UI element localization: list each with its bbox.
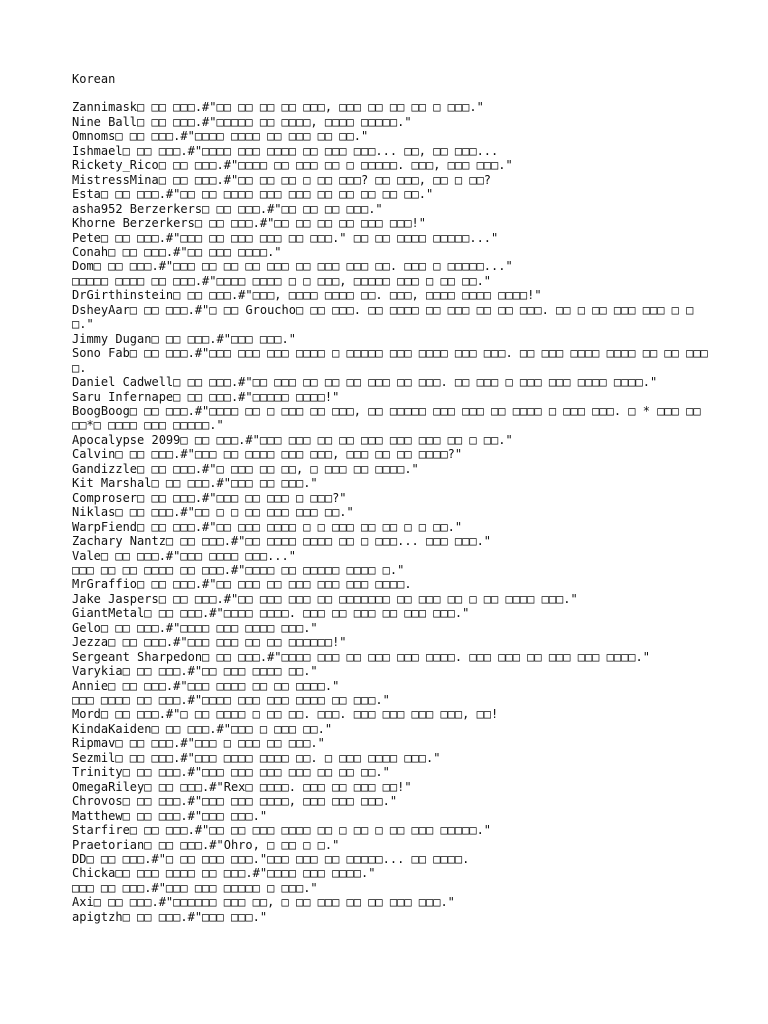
text-line: Khorne Berzerkers□ □□ □□□.#"□□ □□ □□ □□ □□□ □□□!": [72, 216, 427, 231]
text-line: Apocalypse 2099□ □□ □□□.#"□□□ □□□ □□ □□ □□□ □□□ □□□ □□ □ □□.": [72, 432, 513, 447]
text-line: Niklas□ □□ □□□.#"□□ □ □ □□ □□□ □□□ □□.": [72, 505, 354, 520]
text-line: Mord□ □□ □□□.#"□ □□ □□□□ □ □□ □□. □□□. □□□ □□□ □□□ □□□, □□!: [72, 707, 499, 722]
text-line: Daniel Cadwell□ □□ □□□.#"□□ □□□ □□ □□ □□ □□□ □□ □□□. □□ □□□ □ □□□ □□□ □□□□ □□□□.": [72, 375, 658, 390]
text-line: Jezza□ □□ □□□.#"□□□ □□□ □□ □□ □□□□□□!": [72, 635, 347, 650]
text-line: Starfire□ □□ □□□.#"□□ □□ □□□ □□□□ □□ □ □□ □ □□ □□□ □□□□□.": [72, 823, 492, 838]
text-line: asha952 Berzerkers□ □□ □□□.#"□□ □□ □□ □□□.": [72, 201, 383, 216]
text-line: KindaKaiden□ □□ □□□.#"□□□ □ □□□ □□.": [72, 721, 333, 736]
text-line: Matthew□ □□ □□□.#"□□□ □□□.": [72, 808, 268, 823]
text-line: Trinity□ □□ □□□.#"□□□ □□□ □□□ □□□ □□ □□ □□.": [72, 765, 390, 780]
text-line: Conah□ □□ □□□.#"□□ □□□ □□□□.": [72, 244, 282, 259]
text-line: Gelo□ □□ □□□.#"□□□□ □□□ □□□□ □□□.": [72, 620, 318, 635]
document-body: [72, 100, 712, 924]
text-line: Vale□ □□ □□□.#"□□□ □□□□ □□□...": [72, 548, 296, 563]
text-line: Zannimask□ □□ □□□.#"□□ □□ □□ □□ □□□, □□□ □□ □□ □□ □ □□□.": [72, 100, 484, 115]
text-line: Pete□ □□ □□□.#"□□□ □□ □□□ □□□ □□ □□□." □□ □□ □□□□ □□□□□...": [72, 230, 499, 245]
text-line: apigtzh□ □□ □□□.#"□□□ □□□.": [72, 909, 268, 924]
text-line: GiantMetal□ □□ □□□.#"□□□□ □□□□. □□□ □□ □□□ □□ □□□ □□□.": [72, 606, 470, 621]
text-line: DrGirthinstein□ □□ □□□.#"□□□, □□□□ □□□□ □□. □□□, □□□□ □□□□ □□□□!": [72, 288, 542, 303]
text-line: Chrovos□ □□ □□□.#"□□□ □□□ □□□□, □□□ □□□ □□□.": [72, 794, 398, 809]
text-line: Gandizzle□ □□ □□□.#"□ □□□ □□ □□, □ □□□ □□ □□□□.": [72, 461, 419, 476]
text-line: Comproser□ □□ □□□.#"□□□ □□ □□□ □ □□□?": [72, 490, 347, 505]
text-line: Varykia□ □□ □□□.#"□□ □□□ □□□□ □□.": [72, 664, 318, 679]
text-line: Esta□ □□ □□□.#"□□ □□ □□□□ □□□ □□□ □□ □□ □□ □□ □□.": [72, 187, 434, 202]
text-line: OmegaRiley□ □□ □□□.#"Rex□ □□□□. □□□ □□ □□□ □□!": [72, 779, 412, 794]
text-line: MrGraffio□ □□ □□□.#"□□ □□□ □□ □□□ □□□ □□□ □□□□.: [72, 577, 412, 592]
text-line: Calvin□ □□ □□□.#"□□□ □□ □□□□ □□□ □□□, □□□ □□ □□ □□□□?": [72, 447, 463, 462]
text-line: WarpFiend□ □□ □□□.#"□□ □□□ □□□□ □ □ □□□ □□ □□ □ □ □□.": [72, 519, 463, 534]
text-line: Sergeant Sharpedon□ □□ □□□.#"□□□□ □□□ □□ □□□ □□□ □□□□. □□□ □□□ □□ □□□ □□□ □□□□.": [72, 649, 650, 664]
text-line: □□□ □□ □□ □□□□ □□ □□□.#"□□□□ □□ □□□□□ □□□□ □.": [72, 562, 405, 577]
text-line: DsheyAar□ □□ □□□.#"□ □□ Groucho□ □□ □□□. □□ □□□□ □□ □□□ □□ □□ □□□. □□ □ □□ □□□ □□□ □ □□.": [72, 302, 694, 332]
text-line: DD□ □□ □□□.#"□ □□ □□□ □□□."□□□ □□□ □□ □□□□□... □□ □□□□.: [72, 852, 470, 867]
text-line: Ripmav□ □□ □□□.#"□□□ □ □□□ □□ □□□.": [72, 736, 325, 751]
text-line: Praetorian□ □□ □□□.#"Ohro, □ □□ □ □.": [72, 837, 340, 852]
text-line: Jimmy Dugan□ □□ □□□.#"□□□ □□□.": [72, 331, 296, 346]
document-heading: Korean: [72, 72, 116, 86]
text-line: Axi□ □□ □□□.#"□□□□□□ □□□ □□, □ □□ □□□ □□ □□ □□□ □□□.": [72, 895, 455, 910]
text-line: Jake Jaspers□ □□ □□□.#"□□ □□□ □□□ □□ □□□□□□□ □□ □□□ □□ □ □□ □□□□ □□□.": [72, 591, 578, 606]
text-line: Omnoms□ □□ □□□.#"□□□□ □□□□ □□ □□□ □□ □□.": [72, 129, 369, 144]
text-line: Kit Marshal□ □□ □□□.#"□□□ □□ □□□.": [72, 476, 318, 491]
text-line: □□□ □□□□ □□ □□□.#"□□□□ □□□ □□□ □□□□ □□ □□□.": [72, 693, 390, 708]
text-line: Ishmael□ □□ □□□.#"□□□□ □□□ □□□□ □□ □□□ □□□... □□, □□ □□□...: [72, 143, 499, 158]
text-line: MistressMina□ □□ □□□.#"□□ □□ □□ □ □□ □□□? □□ □□□, □□ □ □□?: [72, 172, 492, 187]
text-line: Dom□ □□ □□□.#"□□□ □□ □□ □□ □□□ □□ □□□ □□□ □□. □□□ □ □□□□□...": [72, 259, 513, 274]
text-line: Rickety_Rico□ □□ □□□.#"□□□□ □□ □□□ □□ □ □□□□□. □□□, □□□ □□□.": [72, 158, 513, 173]
text-line: Annie□ □□ □□□.#"□□□ □□□□ □□ □□ □□□□.": [72, 678, 340, 693]
text-line: □□□□□ □□□□ □□ □□□.#"□□□□ □□□□ □ □ □□□, □□□□□ □□□ □ □□ □□.": [72, 273, 492, 288]
text-line: Nine Ball□ □□ □□□.#"□□□□□ □□ □□□□, □□□□ □□□□□.": [72, 114, 412, 129]
text-line: BoogBoog□ □□ □□□.#"□□□□ □□ □ □□□ □□ □□□, □□ □□□□□ □□□ □□□ □□ □□□□ □ □□□ □□□. □ * □□□ □□ □□*□ □□□□ □□□ □□□□□.": [72, 403, 708, 433]
text-line: Sono Fab□ □□ □□□.#"□□□ □□□ □□□ □□□□ □ □□□□□ □□□ □□□□ □□□ □□□. □□ □□□ □□□□ □□□□ □□ □□ □□□□.: [72, 346, 708, 375]
text-line: Sezmil□ □□ □□□.#"□□□ □□□□ □□□□ □□. □ □□□ □□□□ □□□.": [72, 750, 441, 765]
document-page: [72, 72, 712, 924]
text-line: □□□ □□ □□□.#"□□□ □□□ □□□□□ □ □□□.": [72, 880, 318, 895]
text-line: Chicka□□ □□□ □□□□ □□ □□□.#"□□□□ □□□ □□□□.": [72, 866, 376, 881]
text-line: Zachary Nantz□ □□ □□□.#"□□ □□□□ □□□□ □□ □ □□□... □□□ □□□.": [72, 534, 492, 549]
text-line: Saru Infernape□ □□ □□□.#"□□□□□ □□□□!": [72, 389, 340, 404]
